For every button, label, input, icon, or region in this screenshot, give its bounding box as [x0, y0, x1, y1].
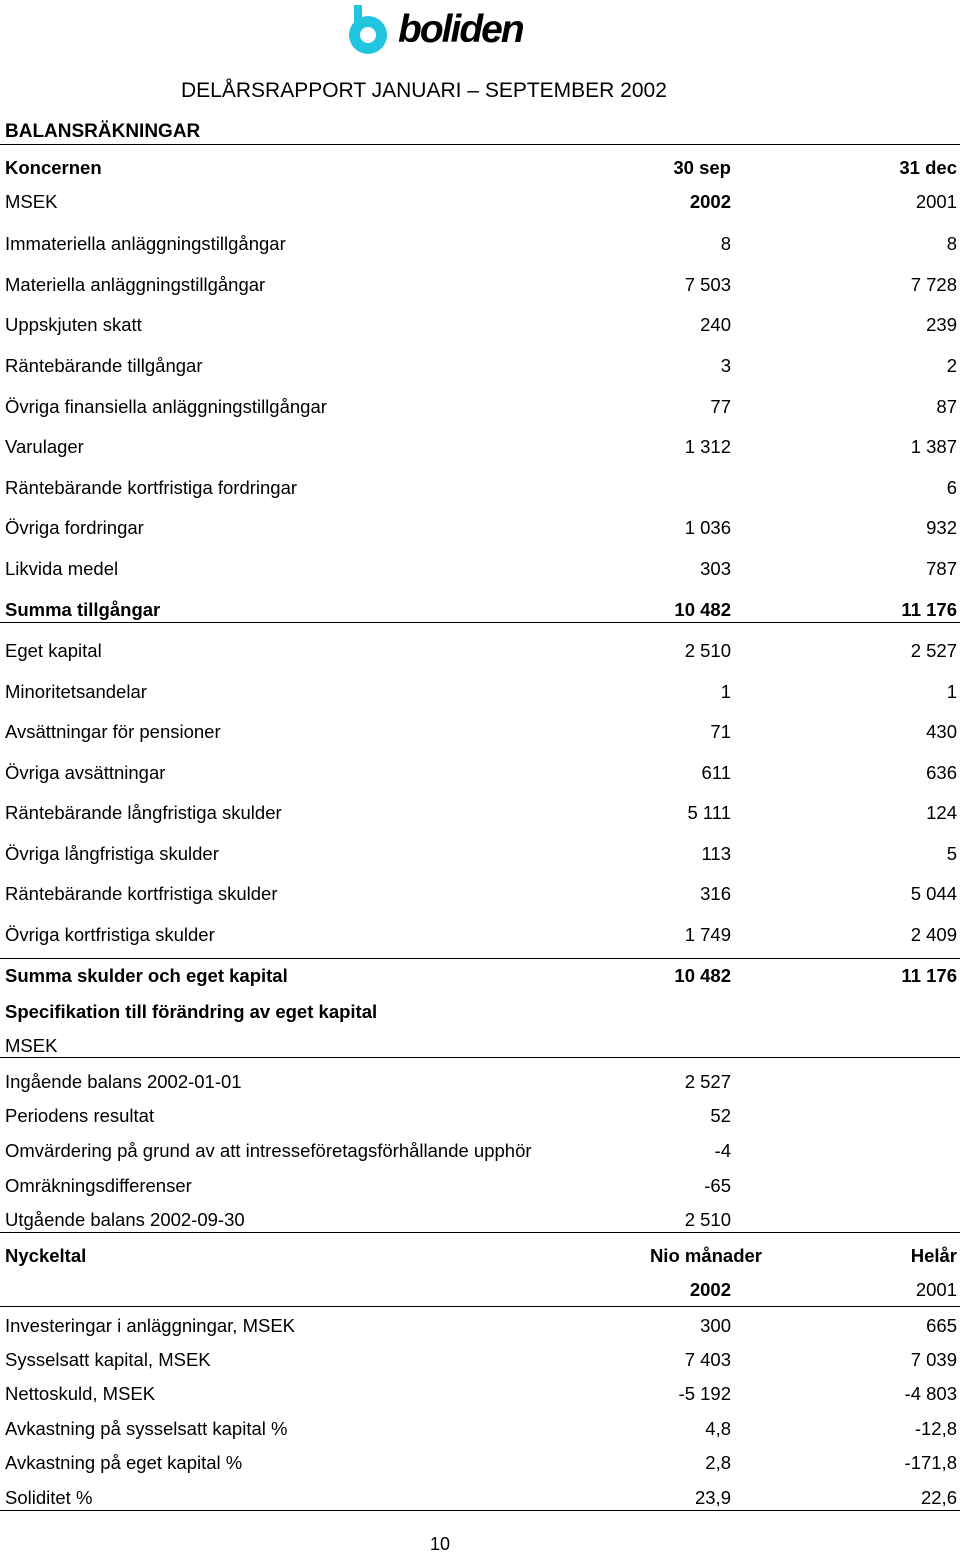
- table-row: [0, 395, 960, 419]
- unit-label: MSEK: [5, 1035, 58, 1056]
- table-row: [0, 842, 960, 866]
- row-label: Omvärdering på grund av att intresseföretagsförhållande upphör: [5, 1140, 532, 1161]
- row-label: Likvida medel: [5, 558, 119, 579]
- value-2001: 932: [926, 517, 957, 538]
- page-number: 10: [430, 1534, 451, 1554]
- value-2002: 303: [700, 558, 731, 579]
- table-row: [0, 639, 960, 663]
- row-label: Övriga kortfristiga skulder: [5, 924, 215, 945]
- row-label: Räntebärande kortfristiga skulder: [5, 883, 278, 904]
- row-label: Ingående balans 2002-01-01: [5, 1071, 242, 1092]
- value-2001: 124: [926, 802, 957, 823]
- unit-row: [0, 190, 960, 214]
- value: 2 527: [684, 1071, 731, 1092]
- value-2001: 7 039: [910, 1349, 957, 1370]
- table-row: [0, 1417, 960, 1441]
- row-label: Räntebärande långfristiga skulder: [5, 802, 282, 823]
- value-2002: -5 192: [678, 1383, 731, 1404]
- year-2001: 2001: [915, 191, 957, 212]
- row-label: Summa tillgångar: [5, 599, 161, 620]
- equity-unit-row: [0, 1034, 960, 1058]
- value-2002: 611: [701, 762, 731, 783]
- row-label: Varulager: [5, 436, 84, 457]
- value-2001: 1: [946, 681, 957, 702]
- value-2001: 2: [946, 355, 957, 376]
- value-2002: 316: [700, 883, 731, 904]
- row-label: Eget kapital: [5, 640, 102, 661]
- divider: [0, 1510, 960, 1511]
- value-2002: 113: [701, 843, 731, 864]
- table-row: [0, 435, 960, 459]
- value-2001: 2 409: [910, 924, 957, 945]
- value-2001: 5: [946, 843, 957, 864]
- value-2001: -12,8: [914, 1418, 957, 1439]
- value-2002: 23,9: [694, 1487, 731, 1508]
- table-row: [0, 557, 960, 581]
- row-label: Sysselsatt kapital, MSEK: [5, 1349, 211, 1370]
- value-2001: 6: [946, 477, 957, 498]
- value-2001: 430: [926, 721, 957, 742]
- divider: [0, 1232, 960, 1233]
- unit-label: MSEK: [5, 191, 58, 212]
- row-label: Summa skulder och eget kapital: [5, 965, 288, 986]
- value-2002: 1 749: [684, 924, 731, 945]
- value: 2 510: [684, 1209, 731, 1230]
- table-row: [0, 923, 960, 947]
- value-2001: 239: [926, 314, 957, 335]
- row-label: Minoritetsandelar: [5, 681, 147, 702]
- value-2001: 2 527: [910, 640, 957, 661]
- row-label: Omräkningsdifferenser: [5, 1175, 192, 1196]
- value-2001: 665: [926, 1315, 957, 1336]
- value-2001: -4 803: [904, 1383, 957, 1404]
- table-row: [0, 801, 960, 825]
- value: -4: [714, 1140, 731, 1161]
- value-2002: 71: [710, 721, 731, 742]
- table-row: [0, 1348, 960, 1372]
- total-assets-row: [0, 598, 960, 622]
- row-label: Räntebärande tillgångar: [5, 355, 203, 376]
- table-row: [0, 761, 960, 785]
- table-row: [0, 882, 960, 906]
- equity-title-row: [0, 1000, 960, 1024]
- value-2001: 8: [946, 233, 957, 254]
- value-2001: 787: [926, 558, 957, 579]
- row-label: Övriga långfristiga skulder: [5, 843, 219, 864]
- column-header-full-year: Helår: [910, 1245, 957, 1266]
- value-2001: 7 728: [910, 274, 957, 295]
- value-2002: 8: [720, 233, 731, 254]
- divider: [0, 1306, 960, 1307]
- value: 52: [710, 1105, 731, 1126]
- row-label: Uppskjuten skatt: [5, 314, 142, 335]
- year-2002: 2002: [689, 1279, 731, 1300]
- value-2001: 636: [926, 762, 957, 783]
- value-2002: 2,8: [705, 1452, 731, 1473]
- row-label: Avkastning på sysselsatt kapital %: [5, 1418, 288, 1439]
- value-2002: 4,8: [705, 1418, 731, 1439]
- value-2001: 11 176: [901, 599, 957, 620]
- value-2002: 10 482: [674, 599, 731, 620]
- table-row: [0, 1174, 960, 1198]
- row-label: Övriga finansiella anläggningstillgångar: [5, 396, 327, 417]
- value-2002: 5 111: [687, 802, 731, 823]
- value-2002: 300: [700, 1315, 731, 1336]
- keyfigures-years-row: [0, 1278, 960, 1302]
- keyfigures-title: Nyckeltal: [5, 1245, 87, 1266]
- year-2002: 2002: [689, 191, 731, 212]
- table-row: [0, 516, 960, 540]
- value-2002: 7 503: [684, 274, 731, 295]
- row-label: Investeringar i anläggningar, MSEK: [5, 1315, 296, 1336]
- balance-heading-row: [0, 156, 960, 180]
- value-2001: 1 387: [910, 436, 957, 457]
- row-label: Övriga fordringar: [5, 517, 144, 538]
- column-header-dec: 31 dec: [899, 157, 957, 178]
- row-label: Övriga avsättningar: [5, 762, 166, 783]
- value-2002: 7 403: [684, 1349, 731, 1370]
- table-row: [0, 232, 960, 256]
- value-2002: 77: [710, 396, 731, 417]
- value-2001: 11 176: [901, 965, 957, 986]
- table-row: [0, 476, 960, 500]
- report-title: DELÅRSRAPPORT JANUARI – SEPTEMBER 2002: [181, 79, 667, 102]
- value: -65: [704, 1175, 731, 1196]
- keyfigures-heading-row: [0, 1244, 960, 1268]
- value-2002: 10 482: [674, 965, 731, 986]
- table-row: [0, 1486, 960, 1510]
- row-label: Periodens resultat: [5, 1105, 155, 1126]
- row-label: Räntebärande kortfristiga fordringar: [5, 477, 298, 498]
- table-row: [0, 1070, 960, 1094]
- table-row: [0, 1104, 960, 1128]
- value-2002: 240: [700, 314, 731, 335]
- value-2002: 2 510: [684, 640, 731, 661]
- table-row: [0, 354, 960, 378]
- value-2001: 5 044: [910, 883, 957, 904]
- value-2001: -171,8: [904, 1452, 957, 1473]
- year-2001: 2001: [915, 1279, 957, 1300]
- table-row: [0, 1314, 960, 1338]
- table-row: [0, 1382, 960, 1406]
- row-label: Avkastning på eget kapital %: [5, 1452, 243, 1473]
- value-2002: 3: [720, 355, 731, 376]
- row-label: Nettoskuld, MSEK: [5, 1383, 156, 1404]
- row-label: Avsättningar för pensioner: [5, 721, 221, 742]
- boliden-logo-icon: [344, 2, 396, 58]
- column-header-sep: 30 sep: [673, 157, 731, 178]
- value-2002: 1 312: [684, 436, 731, 457]
- table-row: [0, 1451, 960, 1475]
- row-label: Utgående balans 2002-09-30: [5, 1209, 245, 1230]
- row-label: Materiella anläggningstillgångar: [5, 274, 266, 295]
- group-label: Koncernen: [5, 157, 102, 178]
- column-header-nine-months: Nio månader: [649, 1245, 762, 1266]
- table-row: [0, 680, 960, 704]
- value-2002: 1 036: [684, 517, 731, 538]
- row-label: Immateriella anläggningstillgångar: [5, 233, 286, 254]
- total-liabilities-row: [0, 964, 960, 988]
- divider: [0, 958, 960, 959]
- section-title: BALANSRÄKNINGAR: [5, 121, 201, 142]
- value-2002: 1: [720, 681, 731, 702]
- logo-text: boliden: [398, 8, 523, 51]
- table-row: [0, 313, 960, 337]
- boliden-logo: [344, 2, 544, 58]
- divider: [0, 622, 960, 623]
- value-2001: 22,6: [920, 1487, 957, 1508]
- equity-title: Specifikation till förändring av eget kapital: [5, 1001, 378, 1022]
- table-row: [0, 1139, 960, 1163]
- table-row: [0, 1208, 960, 1232]
- table-row: [0, 273, 960, 297]
- table-row: [0, 720, 960, 744]
- divider: [0, 144, 960, 145]
- row-label: Soliditet %: [5, 1487, 93, 1508]
- value-2001: 87: [936, 396, 957, 417]
